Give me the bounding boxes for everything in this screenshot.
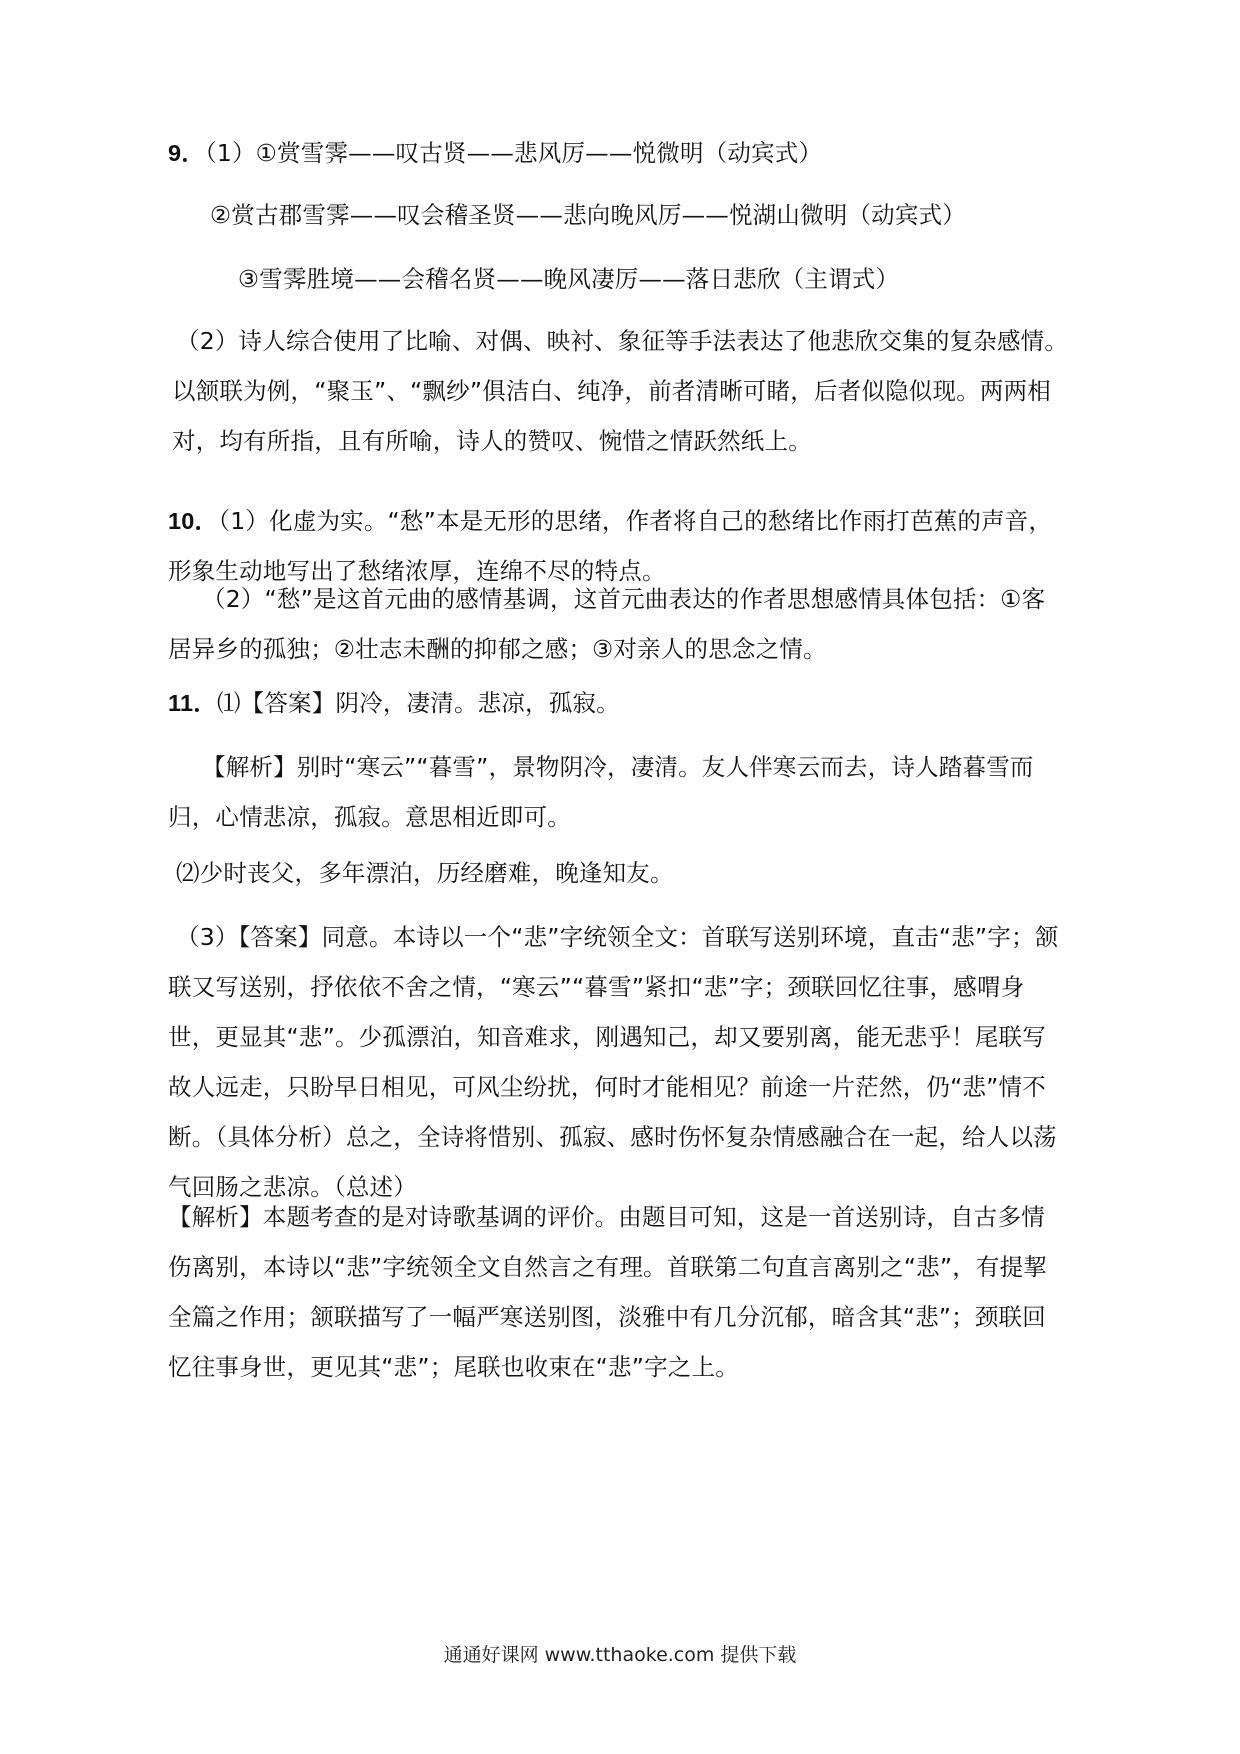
q11-part3-analysis: 【解析】本题考查的是对诗歌基调的评价。由题目可知，这是一首送别诗，自古多情伤离别，本诗以“悲”字统领全文自然言之有理。首联第二句直言离别之“悲”，有提挈全篇之作用；颔联描写了一幅严寒送别图，淡雅中有几分沉郁，暗含其“悲”；颈联回忆往事身世，更见其“悲”；尾联也收束在“悲”字之上。 [168, 1203, 1047, 1381]
q9-part2: （2）诗人综合使用了比喻、对偶、映衬、象征等手法表达了他悲欣交集的复杂感情。以颔联为例，“聚玉”、“飘纱”俱洁白、纯净，前者清晰可睹，后者似隐似现。两两相对，均有所指，且有所喻，诗人的赞叹、惋惜之情跃然纸上。 [172, 327, 1069, 455]
q10-part1-text: （1）化虚为实。“愁”本是无形的思绪，作者将自己的愁绪比作雨打芭蕉的声音，形象生动地写出了愁绪浓厚，连绵不尽的特点。 [168, 507, 1053, 585]
q11-part1-analysis: 【解析】别时“寒云”“暮雪”，景物阴冷，凄清。友人伴寒云而去，诗人踏暮雪而归，心情悲凉，孤寂。意思相近即可。 [168, 753, 1034, 831]
q11-part2: ⑵少时丧父，多年漂泊，历经磨难，晚逢知友。 [176, 859, 674, 887]
q11-part1-text: ⑴【答案】阴冷，凄清。悲凉，孤寂。 [216, 689, 620, 717]
q11-number: 11． [168, 690, 217, 716]
q9-part1-line2: ②赏古郡雪霁——叹会稽圣贤——悲向晚风厉——悦湖山微明（动宾式） [210, 201, 966, 229]
q9-number: 9． [168, 140, 205, 166]
q11-part1 [168, 678, 1068, 728]
q9-part1-line3: ③雪霁胜境——会稽名贤——晚风凄厉——落日悲欣（主谓式） [238, 265, 900, 293]
q9-part1-line1 [168, 128, 1068, 178]
q10-part2: （2）“愁”是这首元曲的感情基调，这首元曲表达的作者思想感情具体包括：①客居异乡的孤独；②壮志未酬的抑郁之感；③对亲人的思念之情。 [168, 585, 1046, 663]
q10-number: 10． [168, 508, 219, 534]
q11-part3: （3）【答案】同意。本诗以一个“悲”字统领全文：首联写送别环境，直击“悲”字；颔联又写送别，抒依依不舍之情，“寒云”“暮雪”紧扣“悲”字；颈联回忆往事，感喟身世，更显其“悲”。少孤漂泊，知音难求，刚遇知己，却又要别离，能无悲乎！尾联写故人远走，只盼早日相见，可风尘纷扰，何时才能相见？前途一片茫然，仍“悲”情不断。（具体分析）总之，全诗将惜别、孤寂、感时伤怀复杂情感融合在一起，给人以荡气回肠之悲凉。（总述） [168, 923, 1059, 1201]
page-footer: 通通好课网 www.tthaoke.com 提供下载 [443, 1644, 797, 1666]
q9-part1-line1-text: （1）①赏雪霁——叹古贤——悲风厉——悦微明（动宾式） [204, 139, 823, 167]
